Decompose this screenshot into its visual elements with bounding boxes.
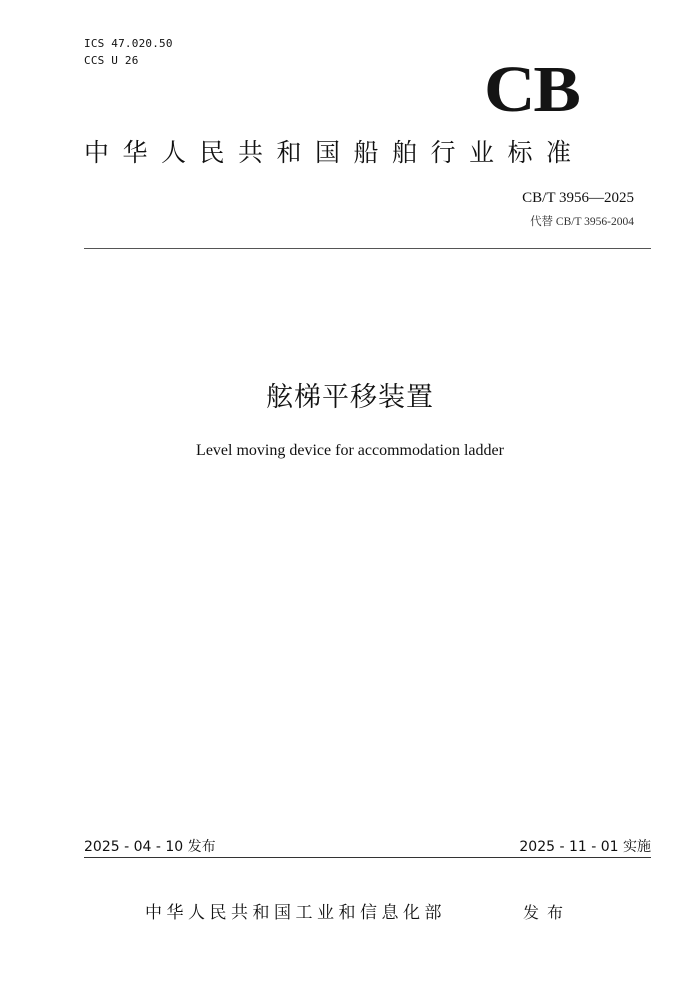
ics-code: ICS 47.020.50 xyxy=(84,37,173,50)
cb-logo: CB xyxy=(484,53,579,126)
publisher-name: 中华人民共和国工业和信息化部 xyxy=(145,903,446,923)
issue-date: 2025 - 04 - 10 发布 xyxy=(84,839,216,855)
standard-number: CB/T 3956—2025 xyxy=(522,190,634,206)
ccs-code: CCS U 26 xyxy=(84,54,139,67)
implementation-date: 2025 - 11 - 01 实施 xyxy=(519,839,651,855)
document-title-chinese: 舷梯平移装置 xyxy=(266,382,434,413)
replaces-standard: 代替 CB/T 3956-2004 xyxy=(530,216,634,228)
document-title-english: Level moving device for accommodation ladder xyxy=(196,442,504,459)
header-divider xyxy=(84,248,651,249)
standard-category-title: 中华人民共和国船舶行业标准 xyxy=(84,138,585,167)
publish-label: 发布 xyxy=(523,903,572,922)
footer-divider xyxy=(84,857,651,858)
